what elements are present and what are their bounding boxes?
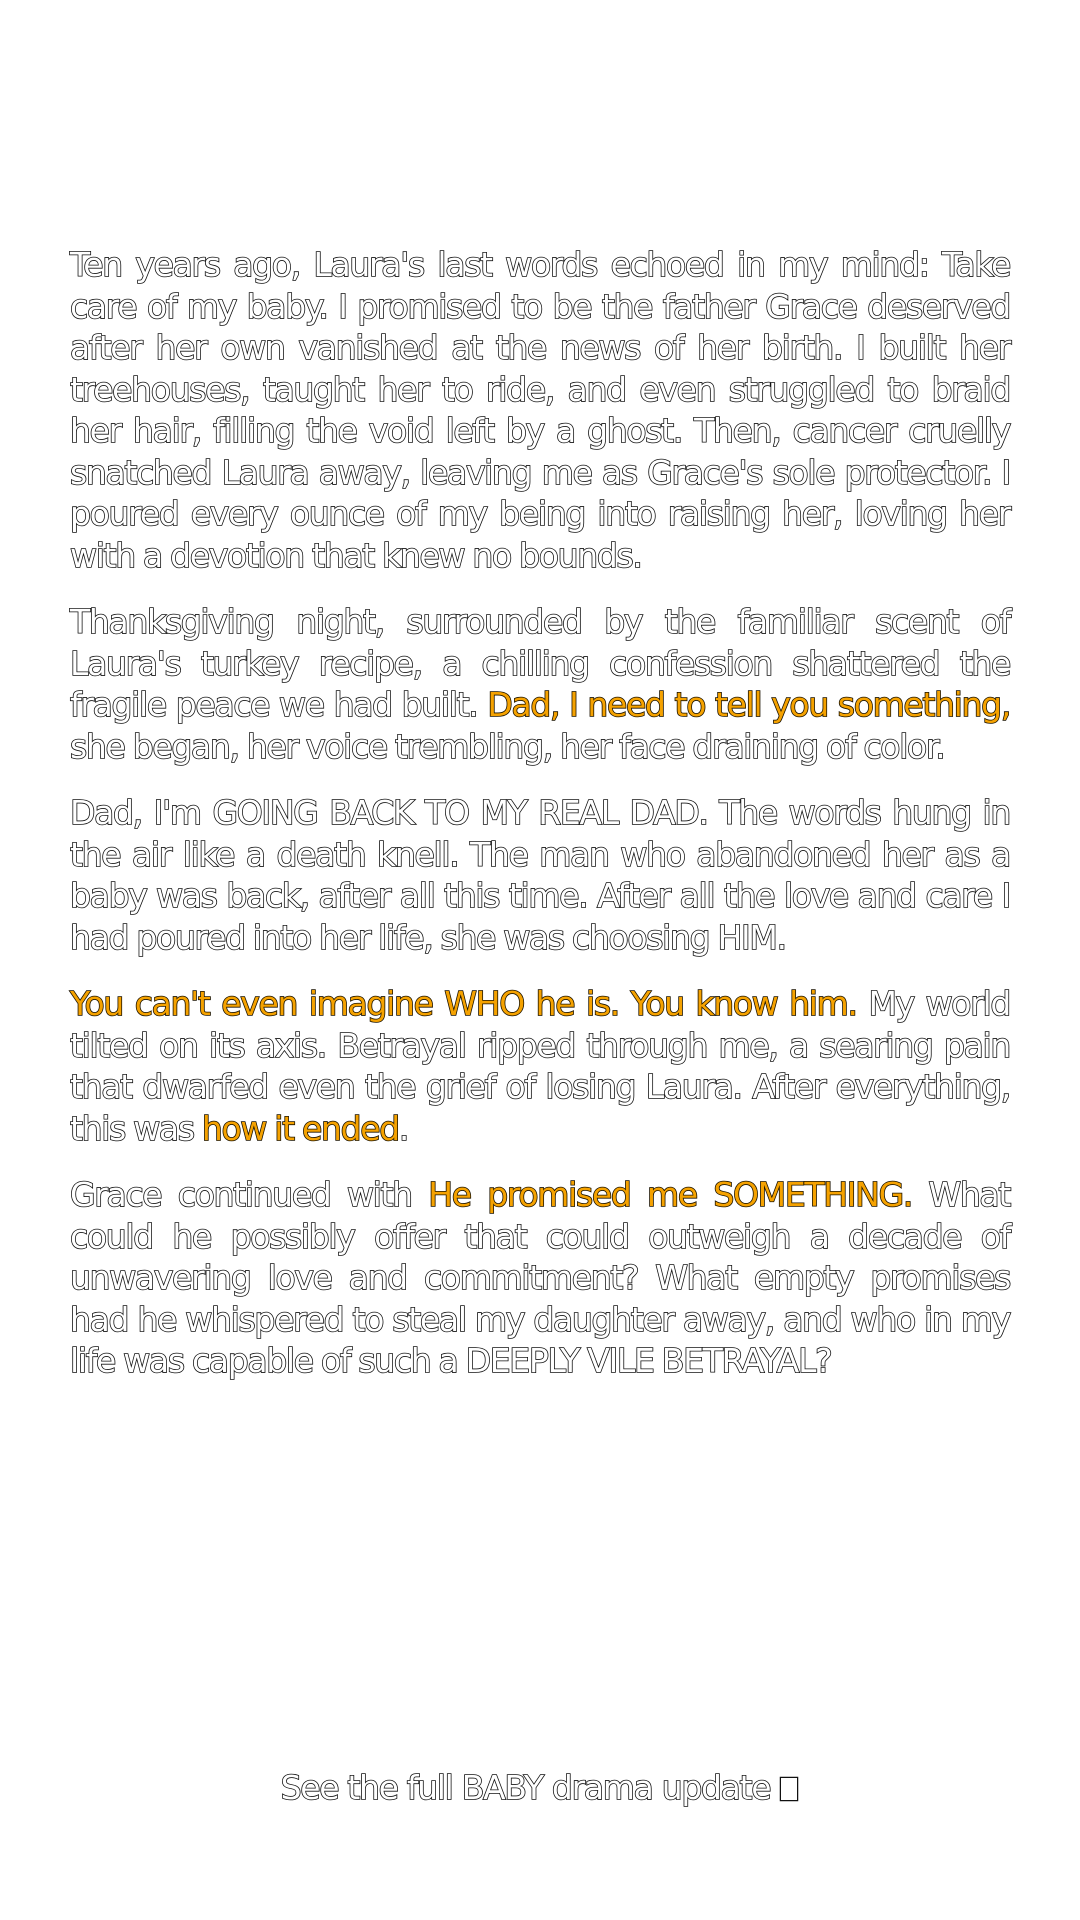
highlighted-quote: He promised me SOMETHING.: [428, 1175, 913, 1214]
story-paragraph-3: [70, 792, 1010, 958]
pointing-down-icon: [779, 1768, 799, 1807]
story-paragraph-4: [70, 983, 1010, 1149]
highlighted-phrase: how it ended: [201, 1108, 399, 1148]
cta-label: See the full BABY drama update: [280, 1768, 771, 1807]
story-paragraph-1: [70, 244, 1010, 576]
paragraph-text: she began, her voice trembling, her face draining of color.: [70, 726, 945, 766]
paragraph-text: Grace continued with: [70, 1175, 429, 1214]
paragraph-text: My world tilted on its axis. Betrayal ripped through me, a searing pain that dwarfed even the grief of losing Laura. After everything, this was: [70, 984, 1010, 1148]
paragraph-text: Thanksgiving night, surrounded by the familiar scent of Laura's turkey recipe, a chilling confession shattered the fragile peace we had built.: [70, 602, 1010, 724]
paragraph-text: Ten years ago, Laura's last words echoed in my mind: Take care of my baby. I promised to be the father Grace deserved after her own vanished at the news of her birth. I built her treehouses, taught her to ride, and even struggled to braid her hair, filling the void left by a ghost. Then, cancer cruelly snatched Laura away, leaving me as Grace's sole protector. I poured every ounce of my being into raising her, loving her with a devotion that knew no bounds.: [70, 245, 1010, 575]
paragraph-text: Dad, I'm GOING BACK TO MY REAL DAD. The words hung in the air like a death knell. The man who abandoned her as a baby was back, after all this time. After all the love and care I had poured into her life, she was choosing HIM.: [70, 793, 1010, 957]
story-paragraph-2: [70, 601, 1010, 767]
highlighted-quote: You can't even imagine WHO he is. You know him.: [70, 984, 857, 1023]
paragraph-text: .: [398, 1108, 409, 1148]
see-full-update-link[interactable]: [0, 1767, 1080, 1809]
story-text: [70, 244, 1010, 1407]
story-paragraph-5: [70, 1174, 1010, 1382]
highlighted-quote: Dad, I need to tell you something,: [487, 685, 1011, 724]
paragraph-text: What could he possibly offer that could outweigh a decade of unwavering love and commitment? What empty promises had he whispered to steal my daughter away, and who in my life was capable of such a DEEPLY VILE BETRAYAL?: [70, 1175, 1010, 1380]
